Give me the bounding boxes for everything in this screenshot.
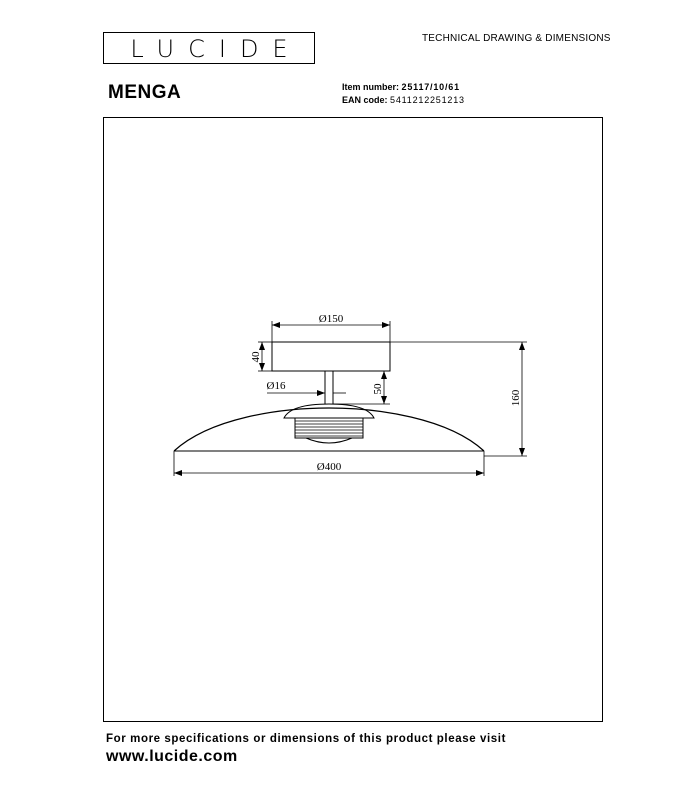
shade [174,408,484,451]
bulb [306,438,352,443]
canopy [272,342,390,371]
brand-logo-text: LUCIDE [130,35,302,63]
dim-canopy-diameter: Ø150 [318,313,344,325]
dim-total-height: 160 [510,389,522,407]
item-number-label: Item number: [342,82,400,92]
document-title: TECHNICAL DRAWING & DIMENSIONS [422,33,611,44]
footer-url-link[interactable]: www.lucide.com [106,748,238,765]
item-number-value: 25117/10/61 [401,82,460,92]
dim-rod-diameter: Ø16 [266,380,286,392]
socket-ribs [295,421,363,436]
lamp-holder [284,404,374,418]
dim-rod-length: 50 [372,383,384,395]
product-name: MENGA [108,82,182,103]
ean-code-value: 5411212251213 [390,95,465,105]
dim-canopy-height: 40 [250,351,262,363]
dim-shade-diameter: Ø400 [316,461,342,473]
footer-text: For more specifications or dimensions of this product please visit [106,733,507,745]
ean-code-label: EAN code: [342,95,388,105]
